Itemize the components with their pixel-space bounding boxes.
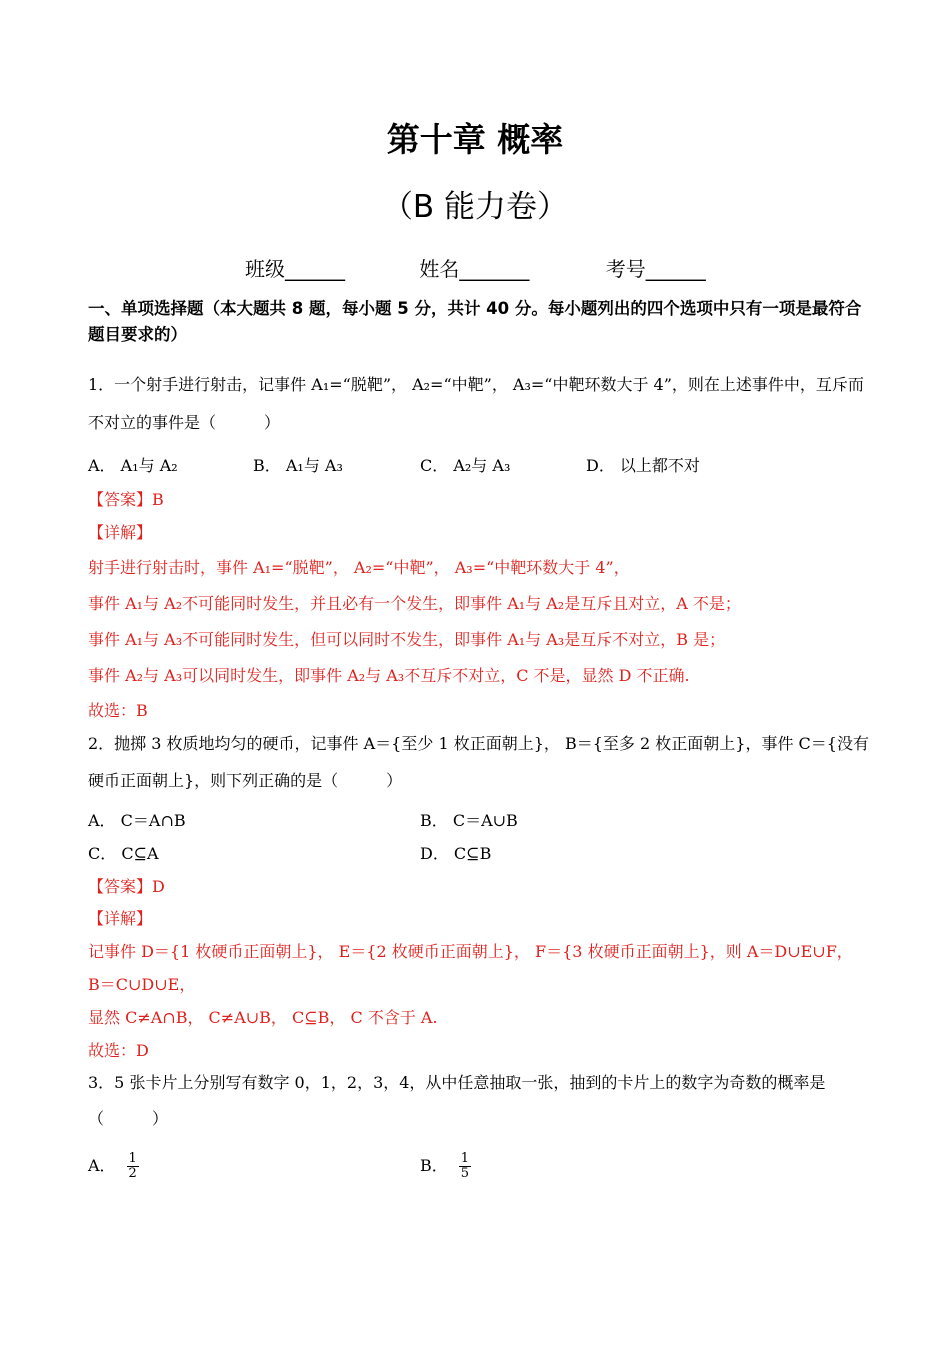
q2-option-c: C． C⊆A xyxy=(88,844,159,863)
q1-detail-line: 射手进行射击时，事件 A₁=“脱靶”， A₂=“中靶”， A₃=“中靶环数大于 4”， xyxy=(88,558,630,577)
q1-option-c: C． A₂与 A₃ xyxy=(420,456,511,475)
q3-stem-line1: 3．5 张卡片上分别写有数字 0，1，2，3，4，从中任意抽取一张，抽到的卡片上的数字为奇数的概率是 xyxy=(88,1073,826,1092)
chapter-title: 第十章 概率 xyxy=(386,120,564,159)
q3-option-a-numerator: 1 xyxy=(128,1151,137,1166)
q3-option-b-label: B． xyxy=(420,1156,448,1175)
q3-option-a-denominator: 2 xyxy=(128,1166,137,1181)
q1-stem-line1: 1．一个射手进行射击，记事件 A₁=“脱靶”， A₂=“中靶”， A₃=“中靶环数大于 4”，则在上述事件中，互斥而 xyxy=(88,375,864,394)
q2-detail-line: B＝C∪D∪E， xyxy=(88,975,196,994)
name-field-label: 姓名_______ xyxy=(419,257,530,281)
q2-detail-label: 【详解】 xyxy=(88,909,153,928)
q2-option-a: A． C＝A∩B xyxy=(88,811,186,830)
q2-detail-line: 故选：D xyxy=(88,1041,149,1060)
q1-stem-line2: 不对立的事件是（ ） xyxy=(88,413,281,432)
q3-option-a xyxy=(88,1152,139,1181)
q1-detail-line: 事件 A₁与 A₂不可能同时发生，并且必有一个发生，即事件 A₁与 A₂是互斥且对立，A 不是； xyxy=(88,594,741,613)
q1-detail-line: 事件 A₂与 A₃可以同时发生，即事件 A₂与 A₃不互斥不对立，C 不是，显然 D 不正确. xyxy=(88,666,690,685)
q1-detail-line: 故选：B xyxy=(88,701,148,720)
q1-answer: 【答案】B xyxy=(88,490,164,509)
q3-stem-line2: （ ） xyxy=(88,1109,169,1128)
q3-option-b-numerator: 1 xyxy=(460,1151,469,1166)
q1-option-d: D． 以上都不对 xyxy=(586,456,700,475)
q1-option-b: B． A₁与 A₃ xyxy=(253,456,343,475)
q1-detail-label: 【详解】 xyxy=(88,523,153,542)
q2-stem-line1: 2．抛掷 3 枚质地均匀的硬币，记事件 A＝{至少 1 枚正面朝上}， B＝{至多 2 枚正面朝上}，事件 C＝{没有 xyxy=(88,734,869,753)
q3-option-b xyxy=(420,1152,471,1181)
student-info-fields xyxy=(245,255,706,283)
id-field-label: 考号______ xyxy=(605,257,706,281)
q2-answer: 【答案】D xyxy=(88,877,165,896)
q3-option-b-fraction xyxy=(459,1152,471,1181)
section-heading: 一、单项选择题（本大题共 8 题，每小题 5 分，共计 40 分。每小题列出的四个选项中只有一项是最符合题目要求的） xyxy=(88,299,862,344)
q2-option-d: D． C⊆B xyxy=(420,844,492,863)
q3-option-b-denominator: 5 xyxy=(460,1166,469,1181)
paper-subtitle: （B 能力卷） xyxy=(381,189,569,225)
class-field-label: 班级______ xyxy=(245,257,345,281)
q2-detail-line: 记事件 D＝{1 枚硬币正面朝上}， E＝{2 枚硬币正面朝上}， F＝{3 枚硬币正面朝上}，则 A＝D∪E∪F， xyxy=(88,942,853,961)
q3-option-a-fraction xyxy=(127,1152,139,1181)
q1-detail-line: 事件 A₁与 A₃不可能同时发生，但可以同时不发生，即事件 A₁与 A₃是互斥不对立，B 是； xyxy=(88,630,726,649)
q1-option-a: A． A₁与 A₂ xyxy=(88,456,178,475)
q2-stem-line2: 硬币正面朝上}，则下列正确的是（ ） xyxy=(88,771,403,790)
q2-option-b: B． C＝A∪B xyxy=(420,811,518,830)
q2-detail-line: 显然 C≠A∩B， C≠A∪B， C⊆B， C 不含于 A. xyxy=(88,1008,438,1027)
q3-option-a-label: A． xyxy=(88,1156,116,1175)
